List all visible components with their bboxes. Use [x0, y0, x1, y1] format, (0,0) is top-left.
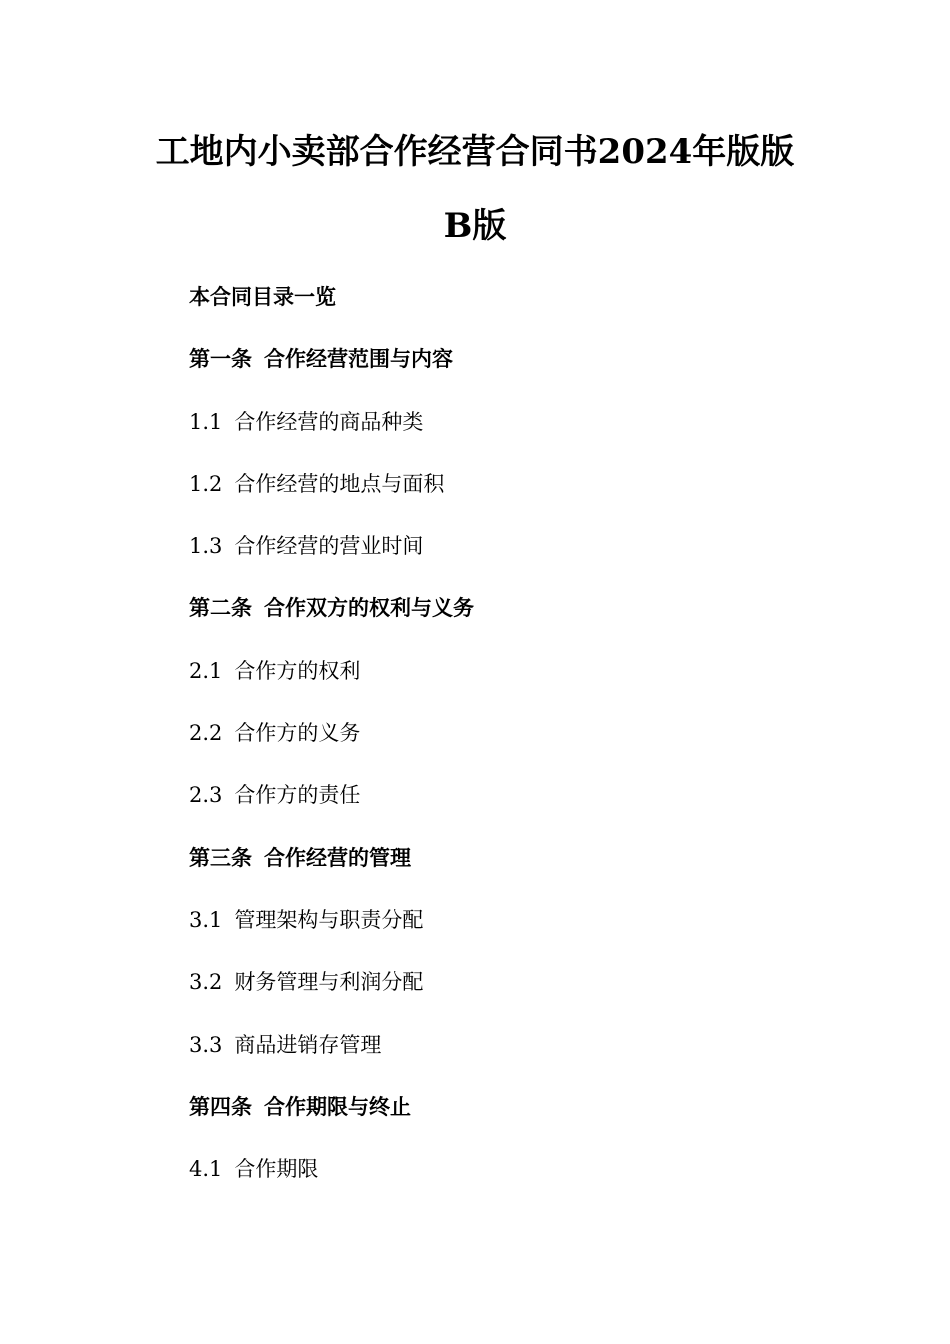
toc-number: 3.3: [189, 1032, 223, 1057]
toc-text: 合作经营的地点与面积: [234, 471, 445, 496]
toc-section: [189, 471, 869, 533]
toc-number: 2.2: [189, 721, 223, 746]
toc-number: 第四条: [189, 1093, 252, 1119]
toc-number: 3.1: [189, 907, 223, 932]
toc-number: 1.2: [189, 471, 223, 496]
toc-section: [189, 409, 869, 471]
toc-number: 2.3: [189, 783, 223, 808]
toc-article: [189, 346, 869, 408]
toc-text: 合作经营的商品种类: [234, 409, 424, 434]
document-title: 工地内小卖部合作经营合同书2024年版版: [155, 132, 795, 172]
toc-text: 管理架构与职责分配: [234, 907, 424, 932]
toc-section: [189, 907, 869, 969]
toc-section: [189, 782, 869, 844]
toc-text: 合作方的权利: [234, 658, 361, 683]
toc-section: [189, 1156, 869, 1218]
toc-number: 第三条: [189, 844, 252, 870]
toc-text: 合作经营的管理: [264, 844, 411, 870]
toc-section: [189, 533, 869, 595]
toc-section: [189, 658, 869, 720]
toc-article: [189, 595, 869, 657]
toc-section: [189, 720, 869, 782]
toc-text: 合作期限: [234, 1157, 319, 1182]
toc-number: 1.3: [189, 534, 223, 559]
toc-number: 3.2: [189, 970, 223, 995]
toc-text: 合作经营的营业时间: [234, 534, 424, 559]
toc-text: 合作双方的权利与义务: [264, 595, 474, 621]
toc-article: [189, 1094, 869, 1156]
toc-section: [189, 969, 869, 1031]
document-title-continued: B版: [443, 206, 507, 246]
toc-text: 合作方的责任: [234, 783, 361, 808]
toc-heading: [189, 284, 869, 346]
toc-number: 第一条: [189, 346, 252, 372]
toc-section: [189, 1032, 869, 1094]
table-of-contents: [189, 284, 869, 1218]
toc-text: 合作期限与终止: [264, 1093, 411, 1119]
toc-text: 合作经营范围与内容: [264, 346, 453, 372]
toc-text: 商品进销存管理: [234, 1032, 382, 1057]
toc-number: 2.1: [189, 658, 223, 683]
toc-article: [189, 845, 869, 907]
toc-number: 第二条: [189, 595, 252, 621]
toc-text: 财务管理与利润分配: [234, 970, 424, 995]
toc-text: 本合同目录一览: [189, 284, 336, 309]
toc-number: 4.1: [189, 1157, 223, 1182]
toc-number: 1.1: [189, 409, 223, 434]
toc-text: 合作方的义务: [234, 721, 361, 746]
